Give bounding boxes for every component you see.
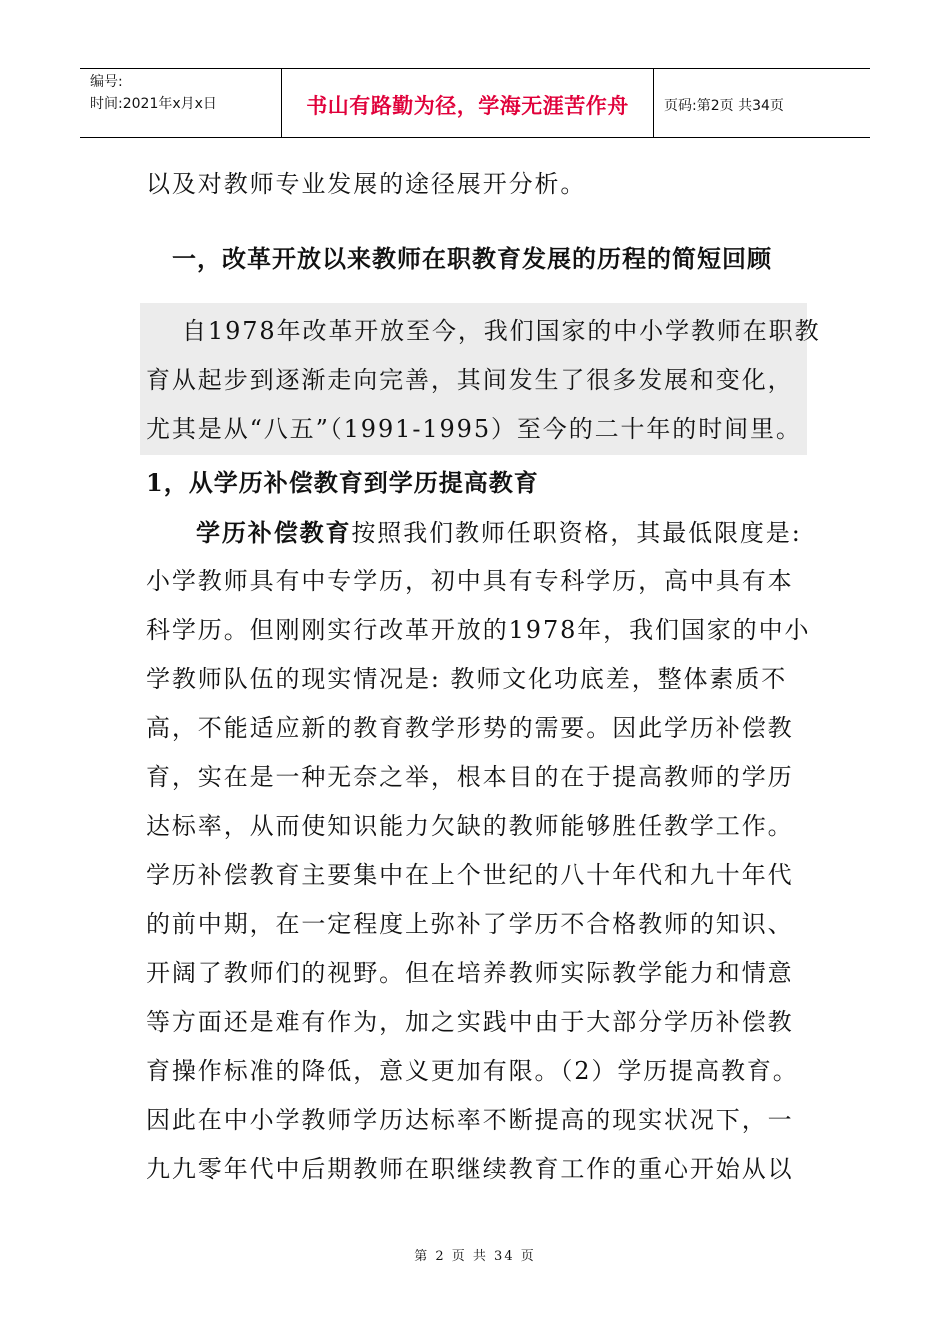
document-number-label: 编号: bbox=[90, 74, 123, 90]
subheading: 1，从学历补偿教育到学历提高教育 bbox=[146, 468, 539, 497]
paragraph-line: 育操作标准的降低，意义更加有限。（2）学历提高教育。 bbox=[146, 1057, 799, 1085]
paragraph-line: 学教师队伍的现实情况是: 教师文化功底差，整体素质不 bbox=[146, 665, 788, 693]
section-heading-block bbox=[172, 234, 834, 283]
header-meta bbox=[80, 69, 282, 137]
section-heading: 一，改革开放以来教师在职教育发展的历程的简短回顾 bbox=[172, 244, 772, 273]
paragraph-line: 的前中期，在一定程度上弥补了学历不合格教师的知识、 bbox=[146, 910, 794, 938]
paragraph-line: 高，不能适应新的教育教学形势的需要。因此学历补偿教 bbox=[146, 714, 794, 742]
highlight-line: 自1978年改革开放至今，我们国家的中小学教师在职教 bbox=[182, 317, 821, 345]
highlight-line: 尤其是从“八五”（1991-1995）至今的二十年的时间里。 bbox=[146, 415, 802, 443]
highlight-line: 育从起步到逐渐走向完善，其间发生了很多发展和变化， bbox=[146, 366, 794, 394]
paragraph-line: 达标率，从而使知识能力欠缺的教师能够胜任教学工作。 bbox=[146, 812, 794, 840]
subheading-block bbox=[146, 458, 808, 507]
intro-text bbox=[146, 160, 808, 209]
header-motto: 书山有路勤为径，学海无涯苦作舟 bbox=[282, 69, 654, 137]
body-paragraph bbox=[146, 508, 811, 1194]
paragraph-line: 因此在中小学教师学历达标率不断提高的现实状况下，一 bbox=[146, 1106, 794, 1134]
highlight-paragraph bbox=[146, 307, 821, 454]
paragraph-line: 九九零年代中后期教师在职继续教育工作的重心开始从以 bbox=[146, 1155, 794, 1183]
bold-term: 学历补偿教育 bbox=[196, 518, 352, 547]
document-date: 时间:2021年x月x日 bbox=[90, 96, 217, 112]
paragraph-first-line bbox=[146, 508, 808, 557]
paragraph-first-line-text: 按照我们教师任职资格，其最低限度是: bbox=[351, 519, 802, 547]
intro-line: 以及对教师专业发展的途径展开分析。 bbox=[146, 170, 587, 198]
paragraph-line: 科学历。但刚刚实行改革开放的1978年，我们国家的中小 bbox=[146, 616, 811, 644]
paragraph-line: 小学教师具有中专学历，初中具有专科学历，高中具有本 bbox=[146, 567, 794, 595]
paragraph-line: 育，实在是一种无奈之举，根本目的在于提高教师的学历 bbox=[146, 763, 794, 791]
page-footer: 第 2 页 共 34 页 bbox=[414, 1249, 536, 1264]
header-page-info: 页码:第2页 共34页 bbox=[664, 98, 784, 114]
paragraph-line: 学历补偿教育主要集中在上个世纪的八十年代和九十年代 bbox=[146, 861, 794, 889]
paragraph-line: 开阔了教师们的视野。但在培养教师实际教学能力和情意 bbox=[146, 959, 794, 987]
paragraph-line: 等方面还是难有作为，加之实践中由于大部分学历补偿教 bbox=[146, 1008, 794, 1036]
page-header bbox=[80, 68, 870, 138]
